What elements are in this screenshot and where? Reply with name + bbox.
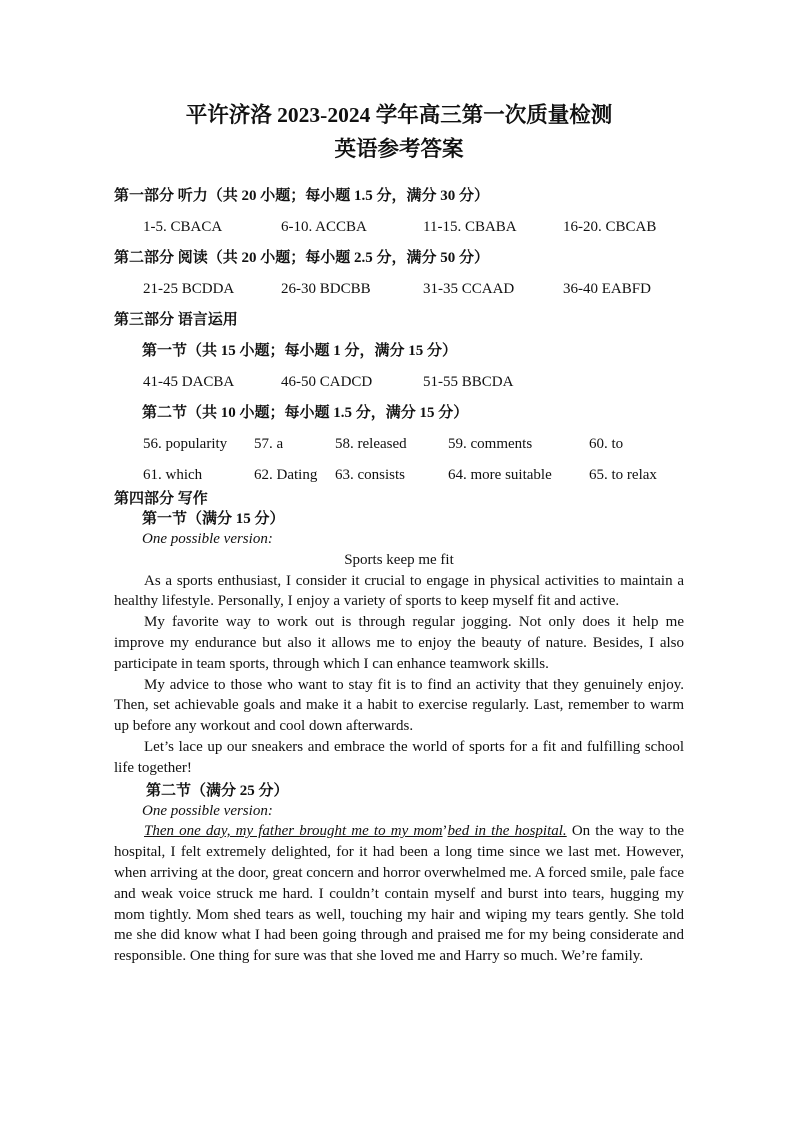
part1-answers [143,217,684,237]
apostrophe: ’ [442,823,448,840]
part4-heading: 第四部分 写作 [114,491,208,507]
part3-section2-row1 [143,434,684,454]
part3-section2-heading: 第二节（共 10 小题；每小题 1.5 分，满分 15 分） [142,405,469,421]
answer-item: 1-5. CBACA [143,219,223,235]
answer-item: 59. comments [448,436,533,452]
part4-section1-heading: 第一节（满分 15 分） [142,511,285,527]
answer-item: 56. popularity [143,436,228,452]
answer-item: 63. consists [335,467,406,483]
part1-heading: 第一部分 听力（共 20 小题；每小题 1.5 分，满分 30 分） [114,188,490,204]
document-title: 平许济洛 2023-2024 学年高三第一次质量检测 [185,103,613,127]
essay-paragraph: Let’s lace up our sneakers and embrace the world of sports for a fit and fulfilling school life together! [114,738,684,776]
answer-item: 46-50 CADCD [281,374,373,390]
continuation-text: On the way to the hospital, I felt extremely delighted, for it had been a long time since we last met. However, when arriving at the door, great concern and horror overwhelmed me. A forced smile, pale face and weak voice struck me hard. I couldn’t contain myself and burst into tears, hugging my mom tightly. Mom shed tears as well, touching my hair and wiping my tears gently. She told me she did know what I had been going through and praised me for my being considerate and responsible. One thing for sure was that she loved me and Harry so much. We’re family. [114,823,684,965]
part3-section2-row2 [143,465,684,485]
answer-item: 58. released [335,436,407,452]
answer-item: 21-25 BCDDA [143,281,235,297]
answer-item: 36-40 EABFD [563,281,651,297]
answer-item: 64. more suitable [448,467,552,483]
answer-item: 51-55 BBCDA [423,374,514,390]
part4-section2-heading: 第二节（满分 25 分） [146,782,289,799]
part3-section1-answers [143,372,684,392]
answer-item: 11-15. CBABA [423,219,517,235]
document-subtitle: 英语参考答案 [334,137,464,161]
version-label: One possible version: [142,531,273,547]
answer-item: 65. to relax [589,467,657,483]
answer-item: 26-30 BDCBB [281,281,371,297]
part2-heading: 第二部分 阅读（共 20 小题；每小题 2.5 分，满分 50 分） [114,250,490,266]
essay-paragraph: As a sports enthusiast, I consider it crucial to engage in physical activities to maintain a healthy lifestyle. Personally, I enjoy a variety of sports to keep myself fit and active. [114,572,684,610]
given-start-sentence: Then one day, my father brought me to my mom [144,823,443,840]
part2-answers [143,279,684,299]
part3-section1-heading: 第一节（共 15 小题；每小题 1 分，满分 15 分） [142,343,458,359]
answer-item: 61. which [143,467,203,483]
answer-item: 62. Dating [254,467,318,483]
essay-paragraph: My favorite way to work out is through regular jogging. Not only does it help me improve my endurance but also it allows me to enjoy the beauty of nature. Besides, I also participate in team sports, through which I can enhance teamwork skills. [114,614,684,672]
part3-heading: 第三部分 语言运用 [114,312,238,328]
answer-item: 31-35 CCAAD [423,281,515,297]
answer-item: 41-45 DACBA [143,374,235,390]
given-start-sentence-end: bed in the hospital. [447,823,567,840]
answer-item: 57. a [254,436,284,452]
essay-title: Sports keep me fit [344,551,454,568]
answer-sheet [114,98,684,967]
essay-paragraph: My advice to those who want to stay fit is to find an activity that they genuinely enjoy. Then, set achievable goals and make it a habit to exercise regularly. Last, remember to warm up before any workout and cool down afterwards. [114,676,684,735]
answer-item: 16-20. CBCAB [563,219,657,235]
continuation-paragraph [114,821,684,967]
answer-item: 6-10. ACCBA [281,219,367,235]
version-label: One possible version: [142,802,273,819]
answer-item: 60. to [589,436,624,452]
